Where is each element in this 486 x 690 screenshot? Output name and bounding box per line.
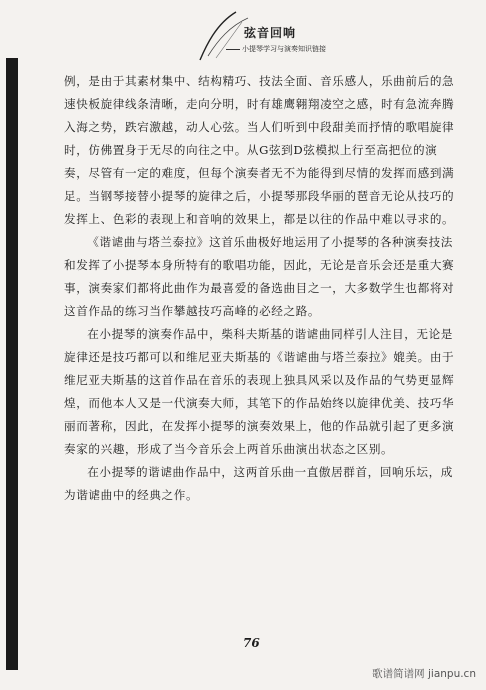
left-margin-bar	[6, 58, 18, 670]
paragraph-3: 在小提琴的演奏作品中，柴科夫斯基的谐谑曲同样引人注目，无论是旋律还是技巧都可以和维尼亚夫斯基的《谐谑曲与塔兰泰拉》媲美。由于维尼亚夫斯基的这首作品在音乐的表现上独具风采以及作品的气势更显辉煌，而他本人又是一代演奏大师，其笔下的作品始终以旋律优美、技巧华丽而著称，因此，在发挥小提琴的演奏效果上，他的作品就引起了更多演奏家的兴趣，形成了当今音乐会上两首乐曲演出状态之区别。	[64, 327, 455, 456]
header-subtitle: 小提琴学习与演奏知识链接	[226, 44, 326, 54]
paragraph-4: 在小提琴的谐谑曲作品中，这两首乐曲一直傲居群首，回响乐坛，成为谐谑曲中的经典之作。	[64, 465, 454, 502]
paragraph-1: 例，是由于其素材集中、结构精巧、技法全面、音乐感人，乐曲前后的急速快板旋律线条清晰，走向分明，时有雄鹰翱翔凌空之感，时有急流奔腾入海之势，跌宕激越，动人心弦。当人们听到中段甜美而抒情的歌唱旋律时，仿佛置身于无尽的向往之中。从G弦到D弦模拟上行至高把位的演奏，尽管有一定的难度，但每个演奏者无不为能得到尽情的发挥而感到满足。当钢琴接替小提琴的旋律之后，小提琴那段华丽的琶音无论从技巧的发挥上、色彩的表现上和音响的效果上，都是以往的作品中难以寻求的。	[64, 74, 455, 226]
site-watermark: 歌谱简谱网 jianpu.cn	[372, 668, 476, 680]
page-number: 76	[243, 636, 260, 650]
running-header	[196, 6, 346, 62]
header-title: 弦音回响	[244, 26, 297, 40]
paragraph-2: 《谐谑曲与塔兰泰拉》这首乐曲极好地运用了小提琴的各种演奏技法和发挥了小提琴本身所特有的歌唱功能，因此，无论是音乐会还是重大赛事，演奏家们都将此曲作为最喜爱的备选曲目之一，大多数学生也都将对这首作品的练习当作攀越技巧高峰的必经之路。	[64, 235, 455, 318]
body-text	[64, 70, 456, 507]
